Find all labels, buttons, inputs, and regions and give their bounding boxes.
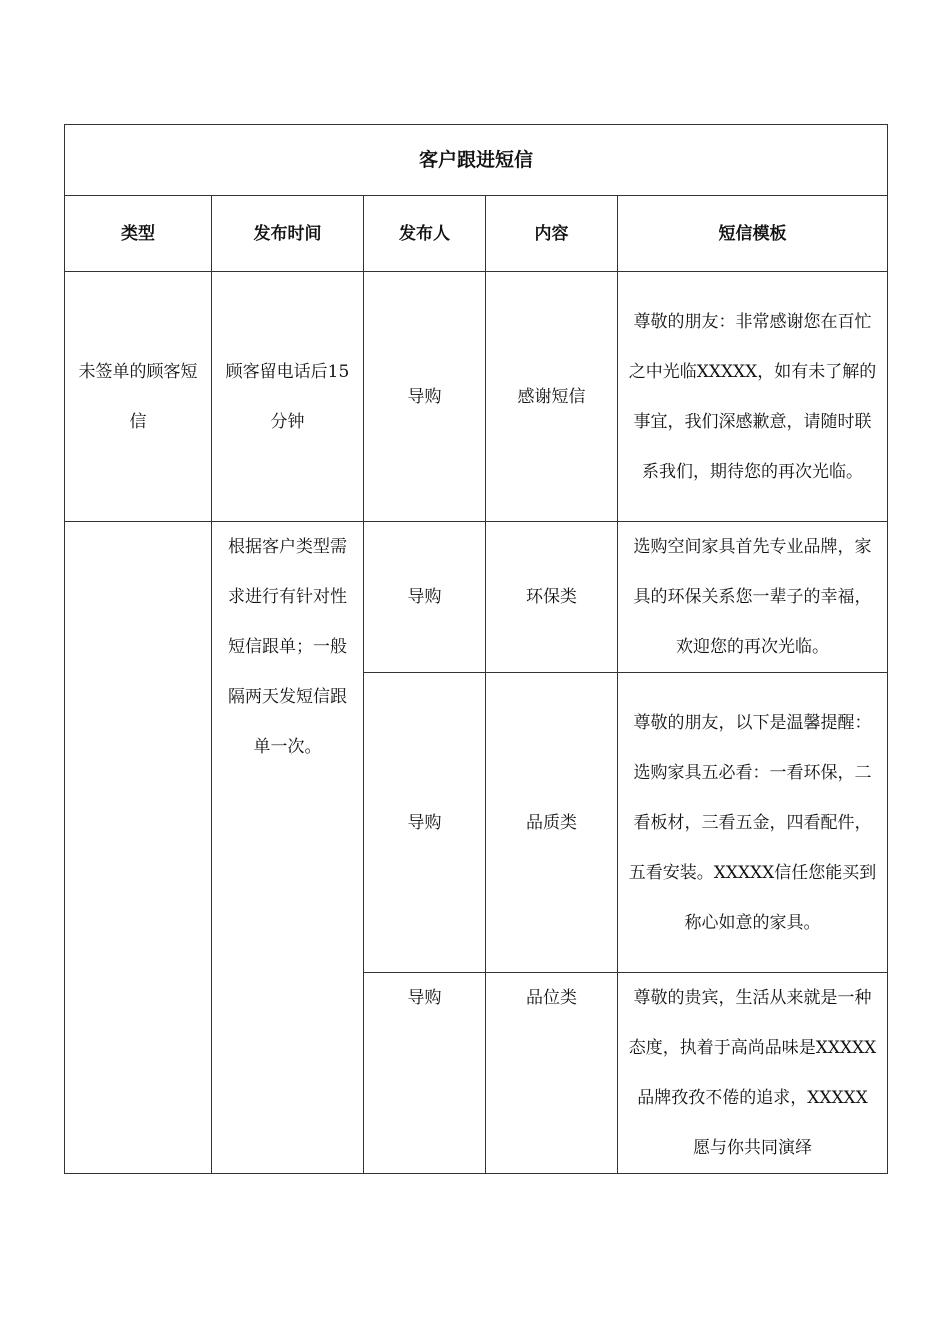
cell-publisher: 导购 [364,522,486,673]
header-content: 内容 [486,196,618,272]
cell-content: 环保类 [486,522,618,673]
header-publish-time: 发布时间 [212,196,364,272]
cell-sms-template: 尊敬的朋友，以下是温馨提醒：选购家具五必看：一看环保，二看板材，三看五金，四看配件，五看安装。XXXXX信任您能买到称心如意的家具。 [618,673,888,973]
cell-sms-template: 尊敬的朋友：非常感谢您在百忙之中光临XXXXX，如有未了解的事宜，我们深感歉意，请随时联系我们，期待您的再次光临。 [618,272,888,522]
cell-sms-template: 尊敬的贵宾，生活从来就是一种态度，执着于高尚品味是XXXXX 品牌孜孜不倦的追求，XXXXX 愿与你共同演绎 [618,973,888,1174]
cell-type: 未签单的顾客短信 [65,272,212,522]
cell-publisher: 导购 [364,973,486,1174]
cell-type [65,522,212,1174]
header-type: 类型 [65,196,212,272]
table-row [65,272,888,522]
table-title: 客户跟进短信 [65,125,888,196]
header-publisher: 发布人 [364,196,486,272]
cell-publish-time: 顾客留电话后15 分钟 [212,272,364,522]
cell-sms-template: 选购空间家具首先专业品牌，家具的环保关系您一辈子的幸福，欢迎您的再次光临。 [618,522,888,673]
customer-followup-sms-table [64,124,888,1174]
cell-publisher: 导购 [364,673,486,973]
cell-publish-time: 根据客户类型需求进行有针对性短信跟单；一般隔两天发短信跟单一次。 [212,522,364,1174]
header-row [65,196,888,272]
header-sms-template: 短信模板 [618,196,888,272]
cell-publisher: 导购 [364,272,486,522]
cell-content: 品质类 [486,673,618,973]
cell-content: 感谢短信 [486,272,618,522]
cell-content: 品位类 [486,973,618,1174]
table-row [65,522,888,673]
